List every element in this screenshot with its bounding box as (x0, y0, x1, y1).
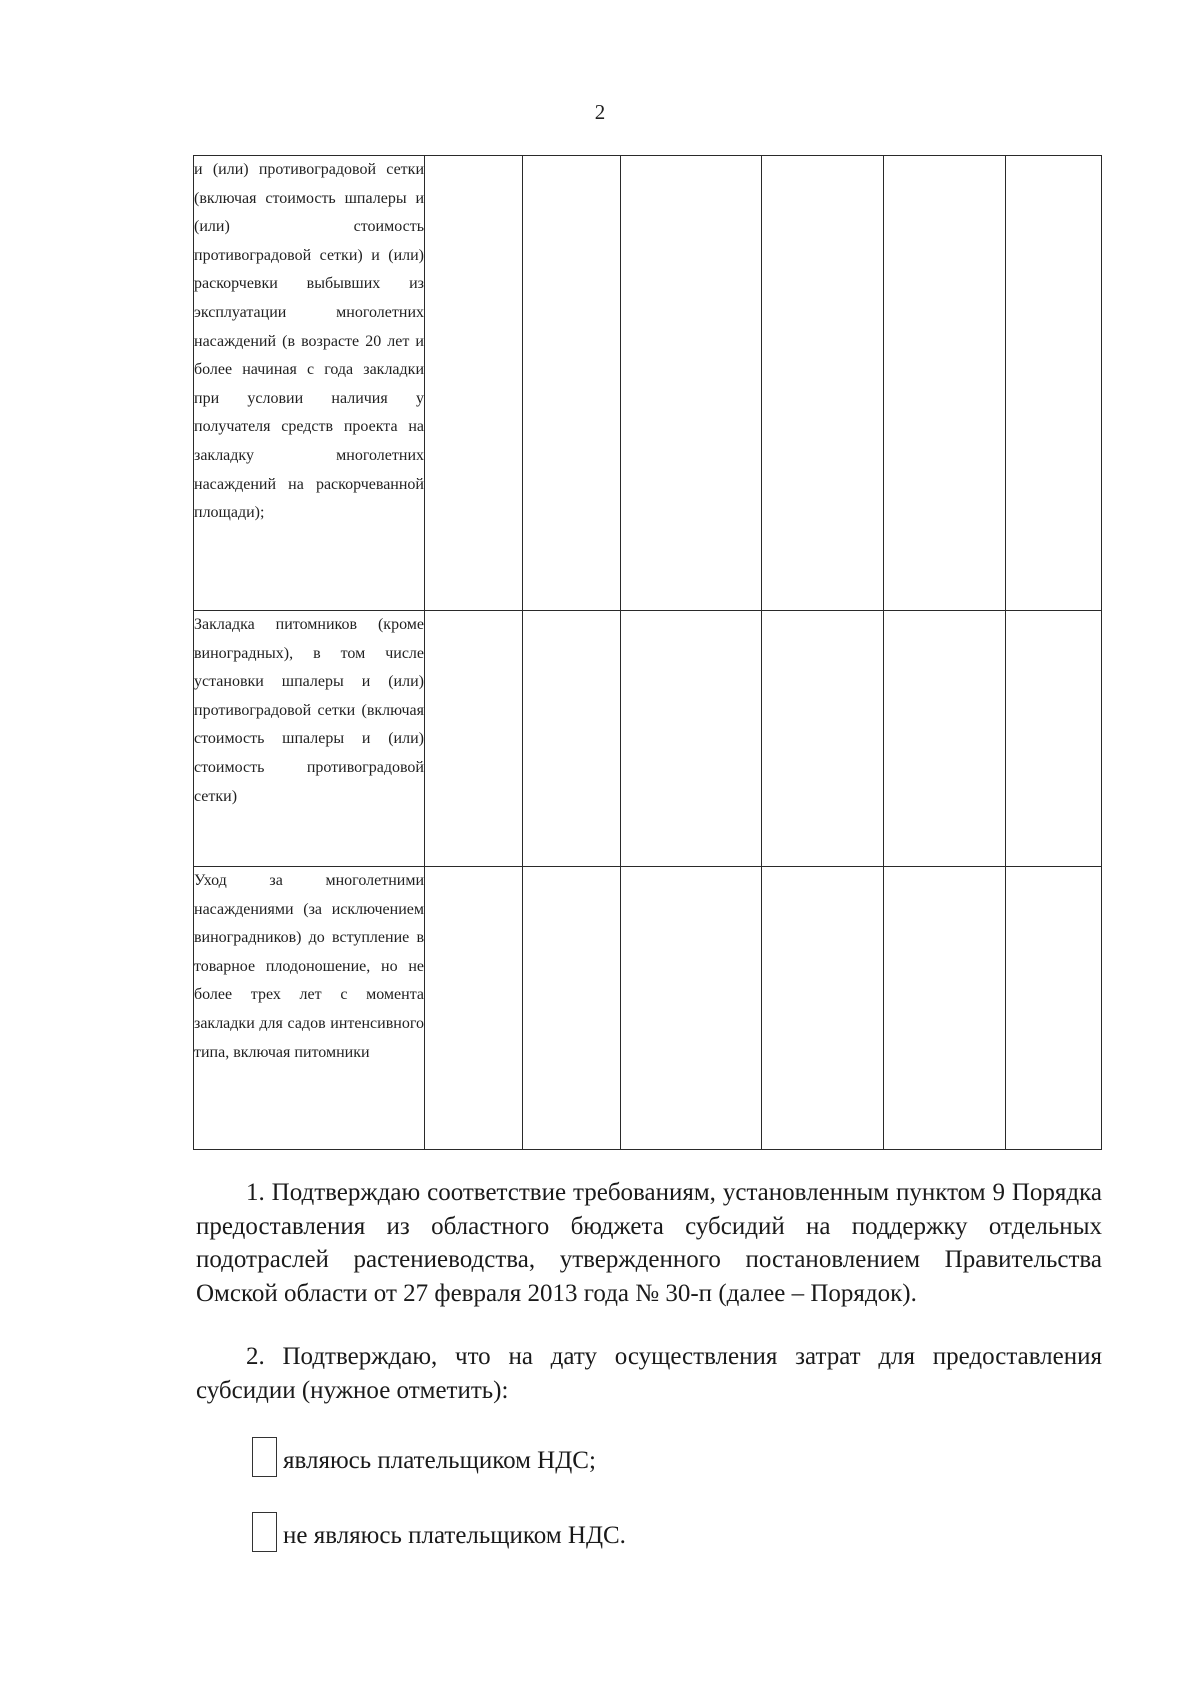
table-cell (762, 867, 884, 1150)
checkbox-icon[interactable] (252, 1512, 277, 1552)
table-cell (523, 867, 621, 1150)
row-description: и (или) противоградовой сетки (включая стоимость шпалеры и (или) стоимость противоградовой сетки) и (или) раскорчевки выбывших из эксплуатации многолетних насаждений (в возрасте 20 лет и более начиная с года закладки при условии наличия у получателя средств проекта на закладку многолетних насаждений на раскорчеванной площади); (194, 156, 425, 611)
row-description: Уход за многолетними насаждениями (за исключением виноградников) до вступление в товарное плодоношение, но не более трех лет с момента закладки для садов интенсивного типа, включая питомники (194, 867, 425, 1150)
option-label: не являюсь плательщиком НДС. (283, 1522, 626, 1549)
table-cell (1006, 867, 1102, 1150)
table-cell (621, 611, 762, 867)
table-row (194, 867, 1102, 1150)
table-cell (884, 156, 1006, 611)
table-cell (621, 156, 762, 611)
table-row (194, 611, 1102, 867)
table-cell (523, 156, 621, 611)
table-cell (523, 611, 621, 867)
table-cell (884, 867, 1006, 1150)
table-cell (762, 611, 884, 867)
page-number: 2 (594, 100, 606, 124)
table-cell (1006, 611, 1102, 867)
table-cell (425, 611, 523, 867)
option-vat-payer[interactable] (252, 1433, 596, 1477)
table-cell (884, 611, 1006, 867)
table-cell (425, 867, 523, 1150)
paragraph-confirmation: 1. Подтверждаю соответствие требованиям, установленным пунктом 9 Порядка предоставления из областного бюджета субсидий на поддержку отдельных подотраслей растениеводства, утвержденного постановлением Правительства Омской области от 27 февраля 2013 года № 30-п (далее – Порядок). (196, 1179, 1102, 1307)
table-cell (1006, 156, 1102, 611)
subsidy-table (193, 155, 1102, 1150)
option-not-vat-payer[interactable] (252, 1508, 626, 1552)
paragraph-vat-status: 2. Подтверждаю, что на дату осуществления затрат для предоставления субсидии (нужное отметить): (196, 1343, 1102, 1404)
table-cell (425, 156, 523, 611)
row-description: Закладка питомников (кроме виноградных), в том числе установки шпалеры и (или) противоградовой сетки (включая стоимость шпалеры и (или) стоимость противоградовой сетки) (194, 611, 425, 867)
checkbox-icon[interactable] (252, 1437, 277, 1477)
table-row (194, 156, 1102, 611)
table-cell (621, 867, 762, 1150)
table-cell (762, 156, 884, 611)
option-label: являюсь плательщиком НДС; (283, 1447, 596, 1474)
